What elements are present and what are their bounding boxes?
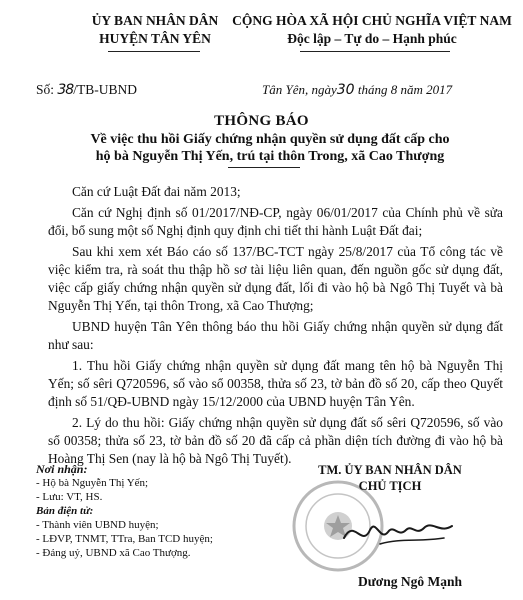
- agency-line-1: ỦY BAN NHÂN DÂN: [91, 13, 219, 28]
- recipient-item: - Lưu: VT, HS.: [36, 491, 103, 503]
- country-name: CỘNG HÒA XÃ HỘI CHỦ NGHĨA VIỆT NAM: [232, 13, 512, 28]
- doc-number-suffix: /TB-UBND: [73, 82, 137, 97]
- place-and-date: [262, 82, 452, 98]
- signer-position: CHỦ TỊCH: [358, 479, 422, 493]
- document-number: [36, 82, 137, 98]
- body-paragraph: UBND huyện Tân Yên thông báo thu hồi Giấy chứng nhận quyền sử dụng đất như sau:: [48, 319, 503, 352]
- recipient-item: - LĐVP, TNMT, TTra, Ban TCD huyện;: [36, 533, 213, 545]
- signer-block: [290, 462, 490, 494]
- date-prefix: Tân Yên, ngày: [262, 82, 337, 97]
- body-paragraph: Sau khi xem xét Báo cáo số 137/BC-TCT ngày 25/8/2017 của Tổ công tác về việc kiểm tra, rà soát thu thập hồ sơ tài liệu liên quan, đến nguồn gốc sử dụng đất, việc cấp giấy chứng nhận quyền sử dụng đất, lối đi vào hộ bà Ngô Thị Tuyết và bà Nguyễn Thị Yến, tại thôn Trong, xã Cao Thượng;: [48, 244, 503, 313]
- body-paragraph: Căn cứ Nghị định số 01/2017/NĐ-CP, ngày 06/01/2017 của Chính phủ về sửa đổi, bổ sung một số Nghị định quy định chi tiết thi hành Luật Đất đai;: [48, 205, 503, 238]
- motto: Độc lập – Tự do – Hạnh phúc: [287, 31, 457, 46]
- doc-number-value: 38: [57, 82, 74, 98]
- agency-line-2: HUYỆN TÂN YÊN: [99, 31, 211, 46]
- document-subject: [60, 131, 480, 165]
- agency-underline: [108, 51, 200, 52]
- date-day: 30: [336, 82, 355, 98]
- recipient-subheading: Bản điện tử:: [36, 505, 94, 517]
- recipient-item: - Đảng uỷ, UBND xã Cao Thượng.: [36, 547, 191, 559]
- signer-title: TM. ỦY BAN NHÂN DÂN: [318, 463, 462, 477]
- subject-line-2: hộ bà Nguyễn Thị Yến, trú tại thôn Trong, xã Cao Thượng: [95, 149, 445, 164]
- doc-number-prefix: Số:: [36, 82, 55, 97]
- document-title: THÔNG BÁO: [214, 113, 309, 129]
- recipient-item: - Hộ bà Nguyễn Thị Yến;: [36, 477, 149, 489]
- national-motto: [232, 12, 512, 48]
- body-paragraph: 2. Lý do thu hồi: Giấy chứng nhận quyền sử dụng đất số sêri Q720596, số vào sổ 00358; thửa số 23, tờ bản đồ số 20 đã cấp cả phần diện tích đường đi vào hộ bà Hoàng Thị Sen (nay là hộ bà Ngô Thị Tuyết).: [48, 415, 503, 466]
- body-paragraph: Căn cứ Luật Đất đai năm 2013;: [72, 184, 241, 199]
- document-body: [48, 183, 503, 471]
- date-suffix: tháng 8 năm 2017: [357, 82, 453, 97]
- signer-name: Dương Ngô Mạnh: [357, 574, 463, 589]
- body-paragraph: 1. Thu hồi Giấy chứng nhận quyền sử dụng đất mang tên hộ bà Nguyễn Thị Yến; số sêri Q720596, số vào sổ 00358, thửa số 23, tờ bản đồ số 20, cấp theo Quyết định số 51/QĐ-UBND ngày 15/12/2000 của UBND huyện Tân Yên.: [48, 358, 503, 409]
- signature-icon: [340, 508, 460, 558]
- recipients-block: [36, 462, 276, 560]
- subject-line-1: Về việc thu hồi Giấy chứng nhận quyền sử dụng đất cấp cho: [90, 132, 450, 147]
- subject-underline: [228, 167, 300, 168]
- recipient-item: - Thành viên UBND huyện;: [36, 519, 159, 531]
- recipients-heading: Nơi nhận:: [36, 462, 88, 476]
- motto-underline: [300, 51, 450, 52]
